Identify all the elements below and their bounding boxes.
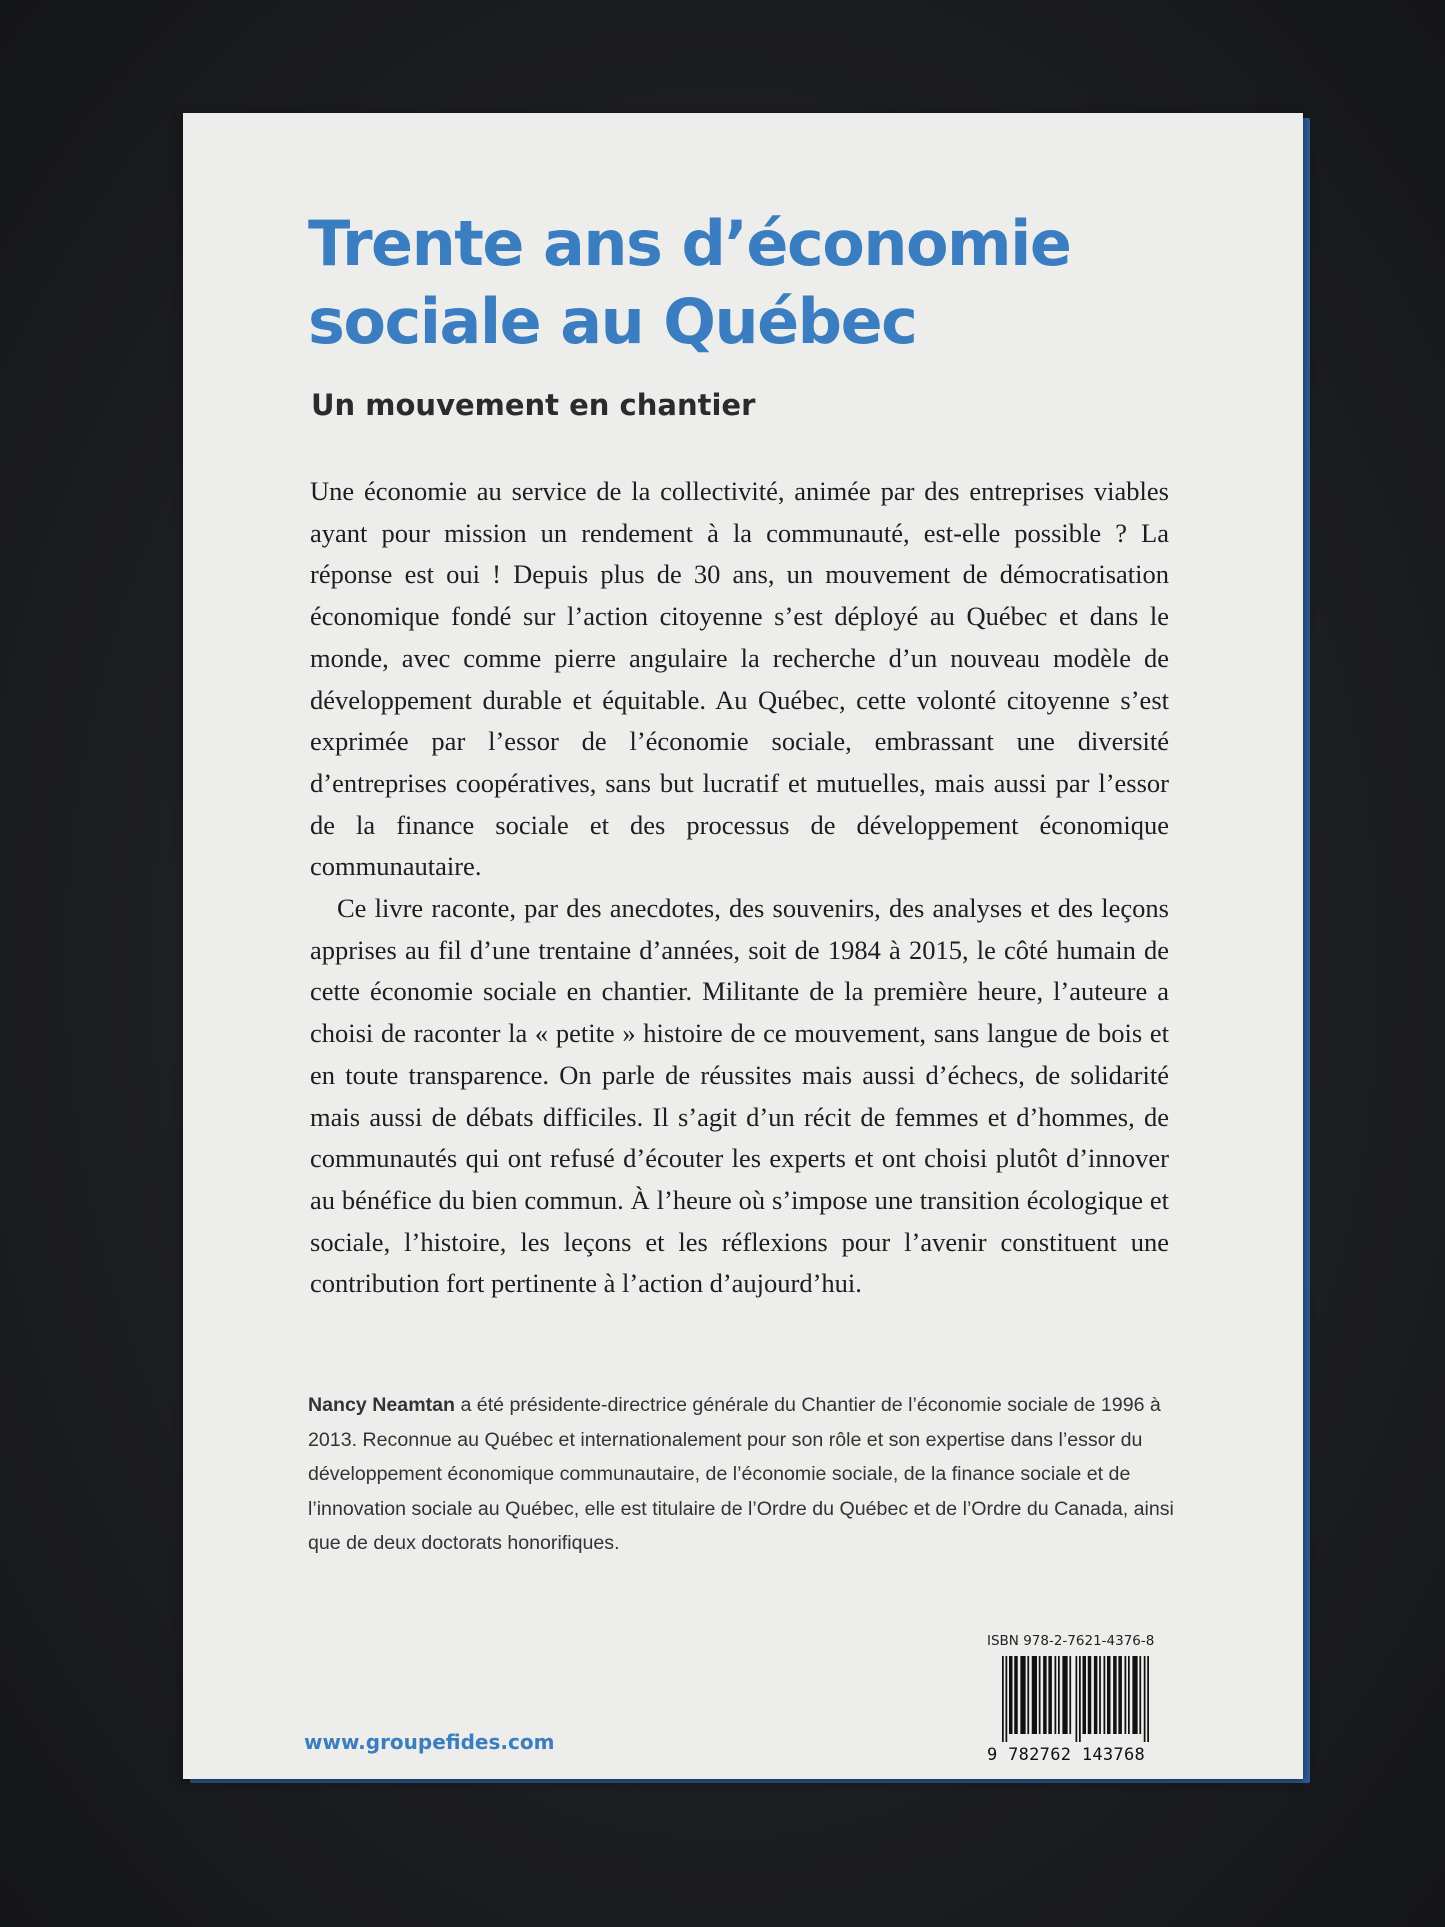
barcode-bar [1020,1656,1025,1734]
barcode-bar [1014,1656,1018,1734]
barcode-bar [1088,1656,1092,1734]
barcode-bar [1079,1656,1081,1742]
barcode-bar [1139,1656,1141,1734]
barcode [987,1656,1172,1765]
blurb-paragraph-2: Ce livre raconte, par des anecdotes, des souvenirs, des analyses et des leçons apprises au fil d’une trentaine d’années, soit de 1984 à 2015, le côté humain de cette économie sociale en chantier. Militante de la première heure, l’auteure a choisi de raconter la « petite » histoire de ce mouvement, sans langue de bois et en toute transparence. On parle de réussites mais aussi d’échecs, de solidarité mais aussi de débats difficiles. Il s’agit d’un récit de femmes et d’hommes, de communautés qui ont refusé d’écouter les experts et ont choisi plutôt d’innover au bénéfice du bien commun. À l’heure où s’impose une transition écologique et sociale, l’histoire, les leçons et les réflexions pour l’avenir constituent une contribution fort pertinente à l’action d’aujourd’hui. [310,893,1169,1299]
barcode-bar [1083,1656,1087,1734]
book-title [308,205,1208,361]
barcode-bar [1043,1656,1047,1734]
barcode-bar [1118,1656,1122,1734]
book-subtitle: Un mouvement en chantier [311,388,756,422]
barcode-bar [1032,1656,1037,1734]
barcode-bar [1132,1656,1137,1734]
barcode-bar [1009,1656,1013,1734]
publisher-website[interactable]: www.groupefides.com [304,1730,555,1754]
barcode-bar [1076,1656,1078,1742]
barcode-bar [1099,1656,1101,1734]
barcode-bar [1062,1656,1067,1734]
barcode-bar [1048,1656,1052,1734]
barcode-bar [1113,1656,1117,1734]
blurb [310,471,1169,1305]
barcode-bar [1002,1656,1004,1742]
barcode-bar [1058,1656,1060,1734]
barcode-bar [1147,1656,1149,1742]
barcode-digits: 9 782762 143768 [987,1745,1146,1765]
barcode-bar [1039,1656,1041,1734]
author-bio-text: a été présidente-directrice générale du Chantier de l’économie sociale de 1996 à 2013. Reconnue au Québec et internationalement pour son rôle et son expertise dans l’essor du développement économique communautaire, de l’économie sociale, de la finance sociale et de l’innovation sociale au Québec, elle est titulaire de l’Ordre du Québec et de l’Ordre du Canada, ainsi que de deux doctorats honorifiques. [308,1394,1174,1554]
barcode-bar [1125,1656,1127,1734]
barcode-bar [1144,1656,1146,1742]
barcode-bar [1104,1656,1106,1734]
title-line-1: Trente ans d’économie [308,207,1071,280]
barcode-bar [1094,1656,1098,1734]
book-back-cover [183,113,1303,1779]
barcode-bar [1027,1656,1029,1734]
isbn-label: ISBN 978-2-7621-4376-8 [987,1633,1155,1649]
barcode-bar [1006,1656,1008,1742]
barcode-bar [1055,1656,1057,1734]
barcode-bar [1107,1656,1111,1734]
barcode-bar [1069,1656,1071,1734]
barcode-bar [1128,1656,1130,1734]
blurb-paragraph-1: Une économie au service de la collectivité, animée par des entreprises viables ayant pour mission un rendement à la communauté, est-elle possible ? La réponse est oui ! Depuis plus de 30 ans, un mouvement de démocratisation économique fondé sur l’action citoyenne s’est déployé au Québec et dans le monde, avec comme pierre angulaire la recherche d’un nouveau modèle de développement durable et équitable. Au Québec, cette volonté citoyenne s’est exprimée par l’essor de l’économie sociale, embrassant une diversité d’entreprises coopératives, sans but lucratif et mutuelles, mais aussi par l’essor de la finance sociale et des processus de développement économique communautaire. [310,476,1169,882]
title-line-2: sociale au Québec [308,285,917,358]
barcode-bars [1002,1656,1174,1742]
author-bio [308,1388,1178,1561]
author-name: Nancy Neamtan [308,1394,456,1416]
